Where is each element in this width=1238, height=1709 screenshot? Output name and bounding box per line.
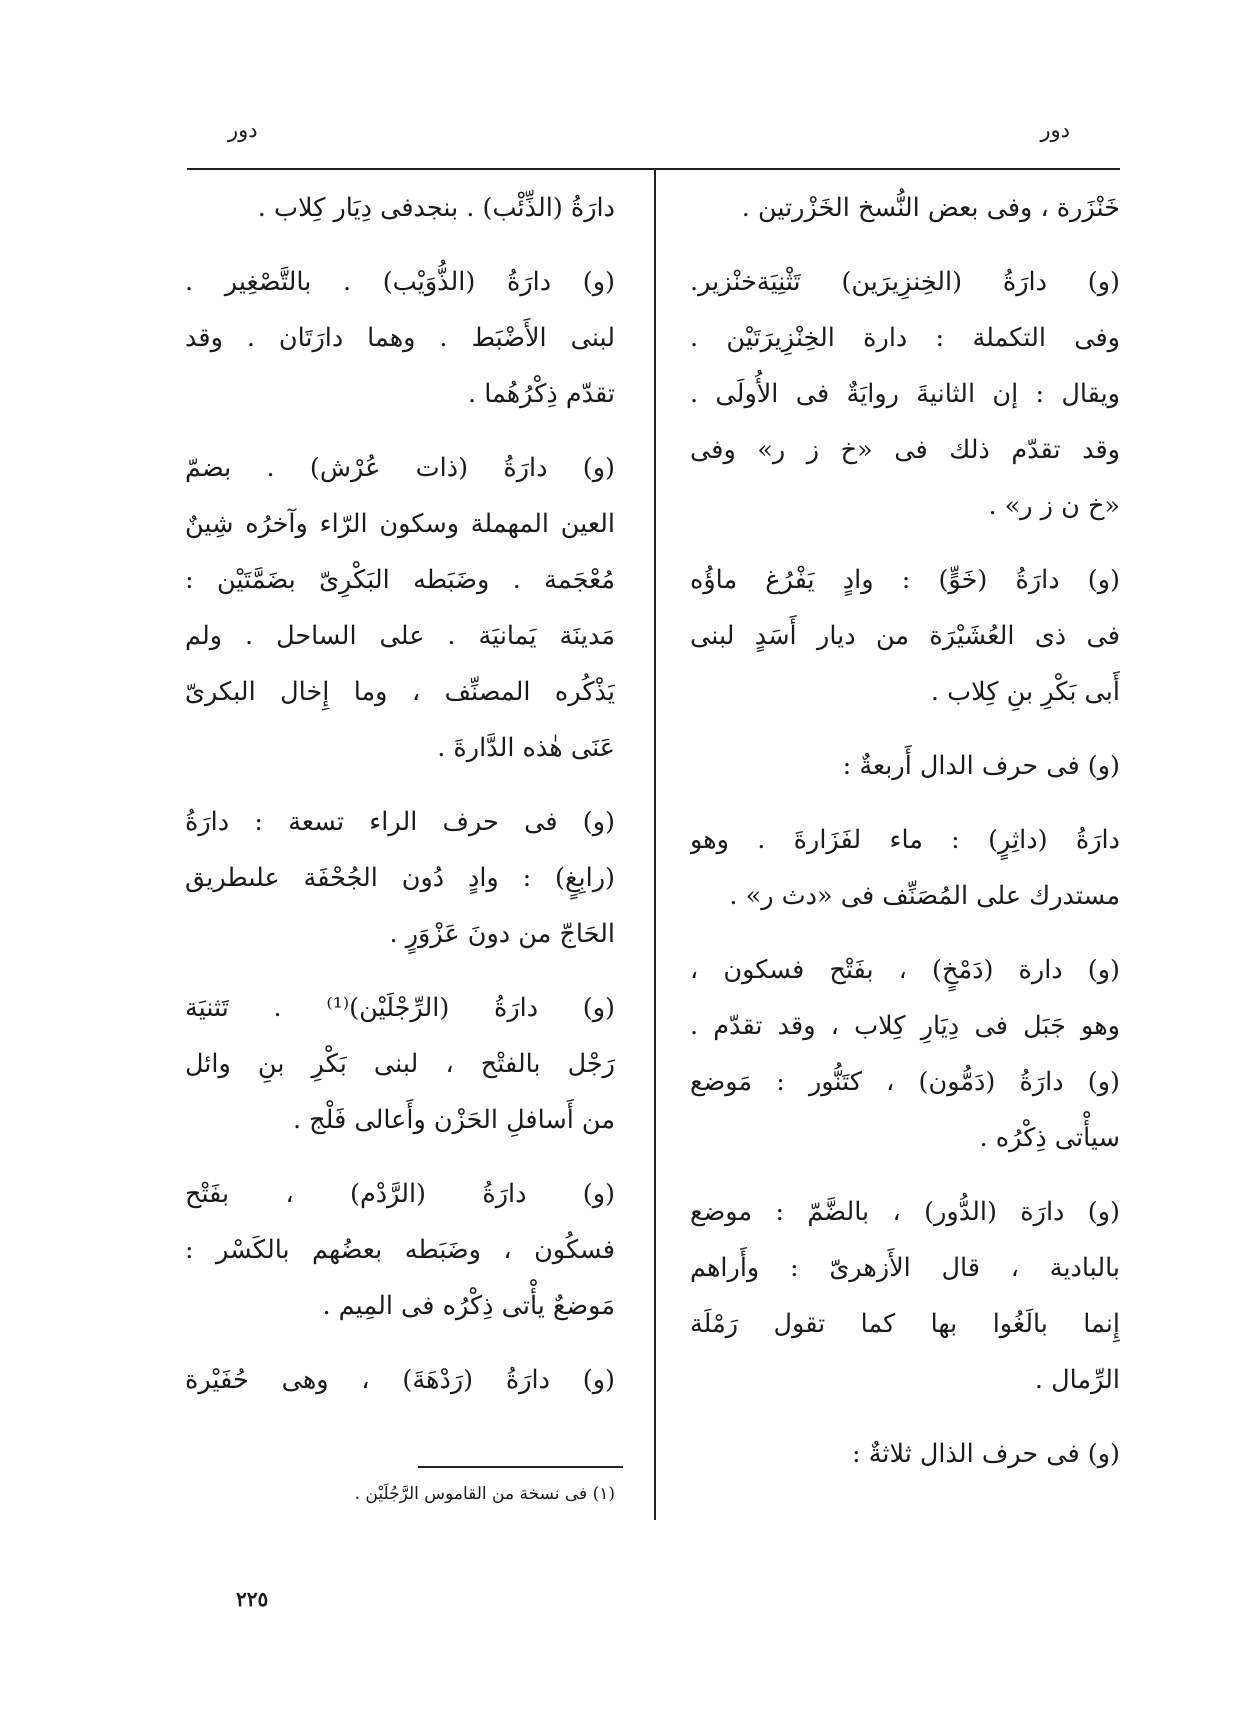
- column-divider: [654, 168, 656, 1520]
- text-line: سيأْتى ذِكْرُه .: [979, 1123, 1120, 1153]
- paragraph-gap: [185, 236, 615, 254]
- text-line: رَجْل بالفتْح ، لبنى بَكْرِ بنِ وائل: [185, 1049, 615, 1079]
- text-line: دارَةُ (داثِرٍ) : ماء لفَزَارةَ . وهو: [690, 825, 1120, 855]
- text-line: (و) دارَةُ (الرِّجْلَيْن)⁽¹⁾ . تَثنيَة: [185, 993, 615, 1023]
- text-line: (و) دارَةُ (دَمُّون) ، كتَنُّور : مَوضع: [690, 1067, 1120, 1097]
- text-line: تقدّم ذِكْرُهُما .: [467, 379, 615, 409]
- text-line: مَدينَة يَمانيَة . على الساحل . ولم: [185, 621, 615, 651]
- text-line: فى ذى العُشَيْرَة من ديار أَسَدٍ لبنى: [690, 621, 1120, 651]
- paragraph-gap: [690, 1408, 1120, 1426]
- text-line: الحَاجّ من دونَ عَزْوَرٍ .: [389, 919, 615, 949]
- running-header-right: دور: [1040, 118, 1070, 142]
- footnote-rule: [418, 1466, 623, 1468]
- text-line: (و) فى حرف الراء تسعة : دارَةُ: [185, 807, 615, 837]
- text-line: (و) دارَةُ (الخِنزِيرَين) تَثْنِيَةخنْزير.: [690, 267, 1120, 297]
- text-line: (و) دارَةُ (الرَّدْم) ، بفَتْح: [185, 1179, 615, 1209]
- paragraph-gap: [185, 1334, 615, 1352]
- text-line: من أَسافلِ الحَزْن وأَعالى فَلْج .: [292, 1105, 615, 1135]
- text-line: (و) فى حرف الدال أَربعةٌ :: [842, 751, 1120, 781]
- text-line: دارَةُ (الذِّئْب) . بنجدفى دِيَار كِلاب .: [257, 193, 615, 223]
- paragraph-gap: [185, 776, 615, 794]
- text-line: وفى التكملة : دارة الخِنْزِيرَتَيْن .: [690, 323, 1120, 353]
- text-line: مَوضعٌ يأْتى ذِكْرُه فى المِيم .: [322, 1291, 615, 1321]
- paragraph-gap: [690, 924, 1120, 942]
- text-line: العين المهملة وسكون الرّاء وآخرُه شِينٌ: [185, 509, 615, 539]
- page-number: ٢٢٥: [236, 1587, 269, 1611]
- text-line: لبنى الأَضْبَط . وهما دارَتَان . وقد: [185, 323, 615, 353]
- text-line: (رابِغٍ) : وادٍ دُون الجُحْفَة علىطريق: [185, 863, 615, 893]
- text-line: عَنَى هٰذه الدَّارةَ .: [437, 733, 615, 763]
- text-line: وقد تقدّم ذلك فى «خ ز ر» وفى: [690, 435, 1120, 465]
- paragraph-gap: [690, 794, 1120, 812]
- text-line: بالبادية ، قال الأَزهرىّ : وأَراهم: [690, 1253, 1120, 1283]
- paragraph-gap: [690, 236, 1120, 254]
- paragraph-gap: [185, 962, 615, 980]
- text-line: يَذْكُره المصنِّف ، وما إِخال البكرىّ: [185, 677, 615, 707]
- text-line: (و) دارَةُ (خَوٍّ) : وادٍ يَفْرُغ ماؤُه: [690, 565, 1120, 595]
- text-line: (و) دارَةُ (رَدْهَةَ) ، وهى حُفَيْرة: [185, 1365, 615, 1395]
- text-line: مستدرك على المُصَنِّف فى «دث ر» .: [729, 881, 1120, 911]
- text-line: «خ ن ز ر» .: [988, 491, 1120, 521]
- text-line: خَنْزَرة ، وفى بعض النُّسخ الخَزْرتين .: [741, 193, 1120, 223]
- text-line: (و) دارَة (الدُّور) ، بالضَّمّ : موضع: [690, 1197, 1120, 1227]
- text-line: وهو جَبَل فى دِيَارِ كِلاب ، وقد تقدّم .: [690, 1011, 1120, 1041]
- right-column: [690, 180, 1120, 1482]
- paragraph-gap: [690, 534, 1120, 552]
- paragraph-gap: [185, 422, 615, 440]
- paragraph-gap: [185, 1148, 615, 1166]
- text-line: (و) فى حرف الذال ثلاثةٌ :: [852, 1439, 1120, 1469]
- text-line: أَبى بَكْرِ بنِ كِلاب .: [930, 677, 1120, 707]
- text-line: الرِّمال .: [1034, 1365, 1120, 1395]
- left-column: [185, 180, 615, 1408]
- text-line: مُعْجَمة . وضَبَطه البَكْرِىّ بضَمَّتَيْن :: [185, 565, 615, 595]
- paragraph-gap: [690, 1166, 1120, 1184]
- text-line: ويقال : إن الثانيةَ روايَةٌ فى الأُولَى .: [690, 379, 1120, 409]
- footnote: (١) فى نسخة من القاموس الرَّجُلَيْن .: [354, 1484, 615, 1504]
- text-line: (و) دارَةُ (ذات عُرْش) . بضمّ: [185, 453, 615, 483]
- paragraph-gap: [690, 720, 1120, 738]
- text-line: (و) دارَةُ (الذُّوَيْب) . بالتَّصْغِير .: [185, 267, 615, 297]
- text-line: (و) دارة (دَمْخٍ) ، بفَتْح فسكون ،: [690, 955, 1120, 985]
- running-header-left: دور: [228, 118, 258, 142]
- text-line: إِنما بالَغُوا بها كما تقول رَمْلَة: [690, 1309, 1120, 1339]
- text-line: فسكُون ، وضَبَطه بعضُهم بالكَسْر :: [185, 1235, 615, 1265]
